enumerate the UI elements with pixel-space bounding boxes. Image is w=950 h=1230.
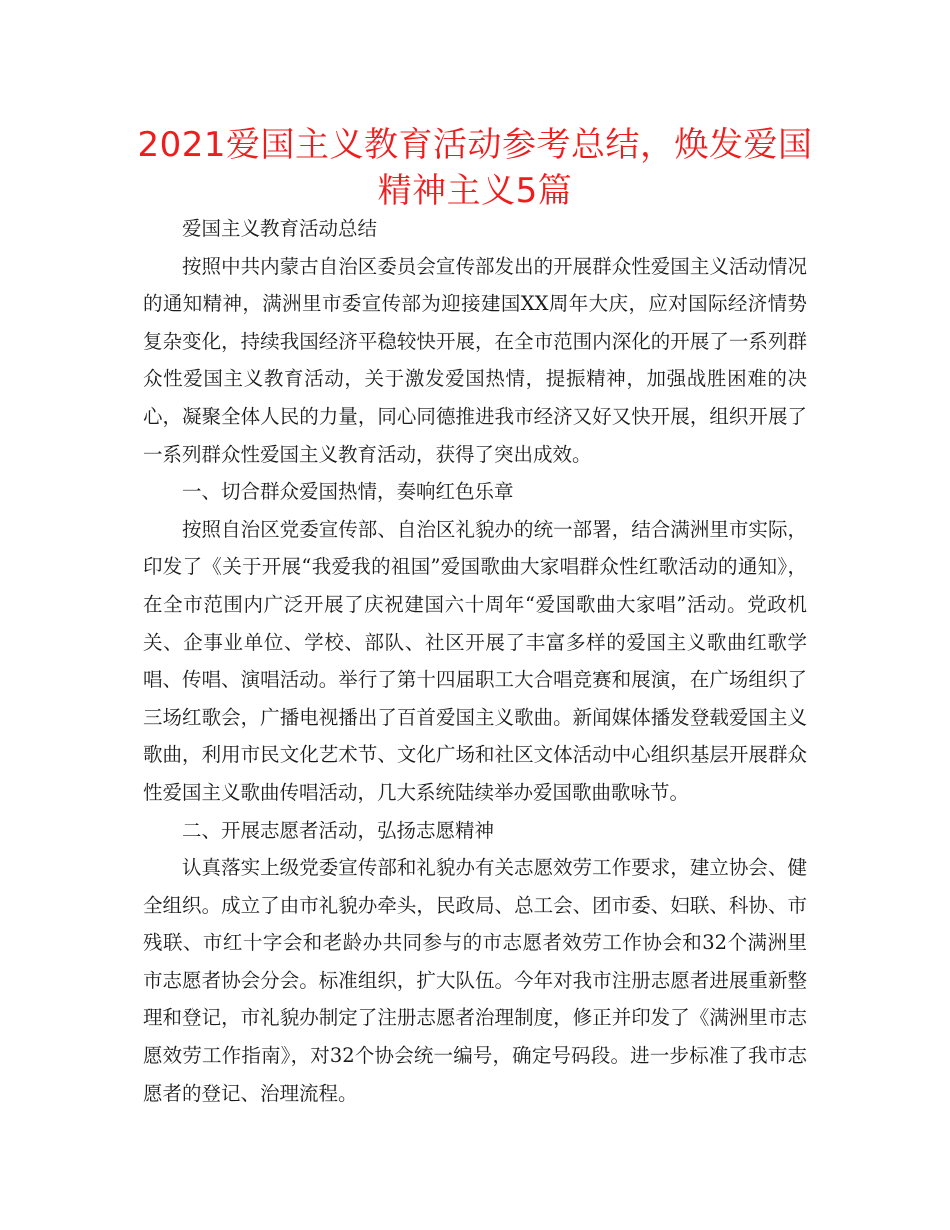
body-paragraph: 认真落实上级党委宣传部和礼貌办有关志愿效劳工作要求，建立协会、健全组织。成立了由市礼貌办牵头，民政局、总工会、团市委、妇联、科协、市残联、市红十字会和老龄办共同参与的市志愿者效劳工作协会和32个满洲里市志愿者协会分会。标准组织，扩大队伍。今年对我市注册志愿者进展重新整理和登记，市礼貌办制定了注册志愿者治理制度，修正并印发了《满洲里市志愿效劳工作指南》，对32个协会统一编号，确定号码段。进一步标准了我市志愿者的登记、治理流程。 xyxy=(143,856,807,1105)
section-heading: 一、切合群众爱国热情，奏响红色乐章 xyxy=(182,480,514,504)
document-body xyxy=(143,210,807,1112)
section-heading: 爱国主义教育活动总结 xyxy=(182,217,378,240)
document-title: 2021爱国主义教育活动参考总结，焕发爱国精神主义5篇 xyxy=(137,125,813,211)
body-paragraph: 按照中共内蒙古自治区委员会宣传部发出的开展群众性爱国主义活动情况的通知精神，满洲里市委宣传部为迎接建国XX周年大庆，应对国际经济情势复杂变化，持续我国经济平稳较快开展，在全市范围内深化的开展了一系列群众性爱国主义教育活动，关于激发爱国热情，提振精神，加强战胜困难的决心，凝聚全体人民的力量，同心同德推进我市经济又好又快开展，组织开展了一系列群众性爱国主义教育活动，获得了突出成效。 xyxy=(143,254,807,466)
body-paragraph: 按照自治区党委宣传部、自治区礼貌办的统一部署，结合满洲里市实际，印发了《关于开展“我爱我的祖国”爱国歌曲大家唱群众性红歌活动的通知》，在全市范围内广泛开展了庆祝建国六十周年“爱国歌曲大家唱”活动。党政机关、企事业单位、学校、部队、社区开展了丰富多样的爱国主义歌曲红歌学唱、传唱、演唱活动。举行了第十四届职工大合唱竞赛和展演，在广场组织了三场红歌会，广播电视播出了百首爱国主义歌曲。新闻媒体播发登载爱国主义歌曲，利用市民文化艺术节、文化广场和社区文体活动中心组织基层开展群众性爱国主义歌曲传唱活动，几大系统陆续举办爱国歌曲歌咏节。 xyxy=(143,517,807,804)
section-heading: 二、开展志愿者活动，弘扬志愿精神 xyxy=(182,818,495,842)
